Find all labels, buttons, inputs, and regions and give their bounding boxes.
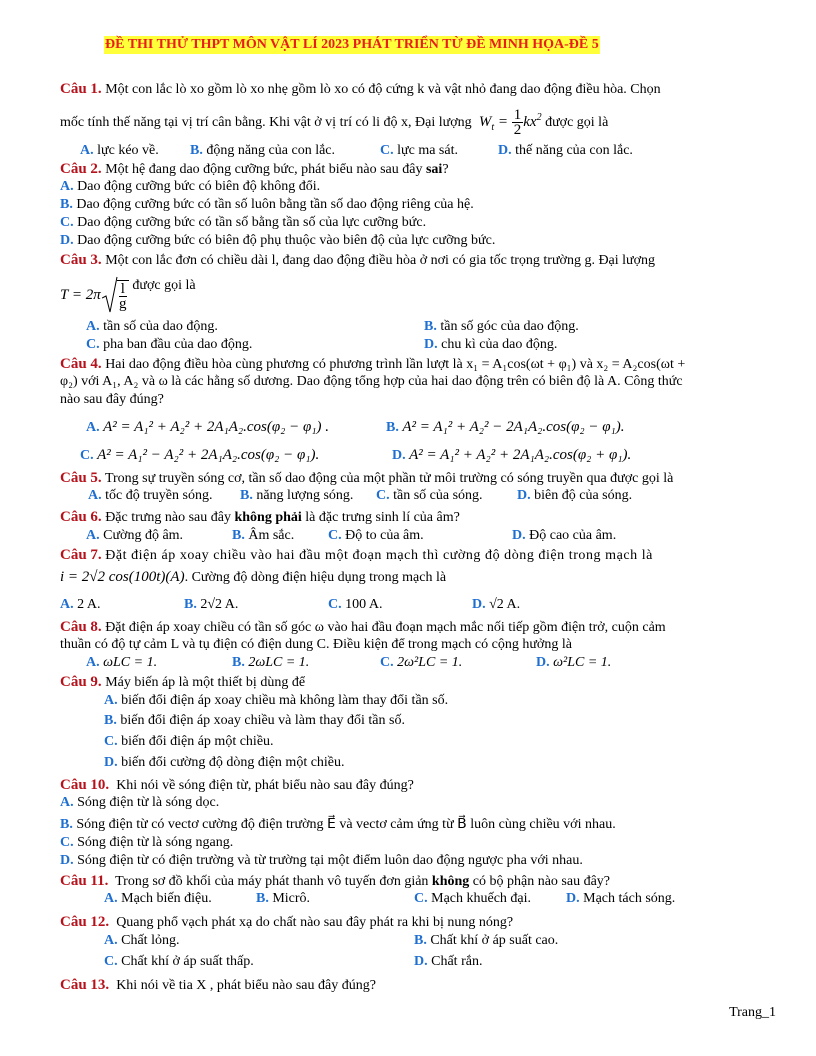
- question-8-stem-text: Đặt điện áp xoay chiều có tần số góc ω vào hai đầu đoạn mạch mắc nối tiếp gồm điện trở, cuộn cảm: [105, 620, 666, 635]
- option-text: 2ωLC = 1.: [248, 655, 310, 670]
- option-text: động năng của con lắc.: [206, 143, 336, 158]
- question-10-option-a[interactable]: [60, 794, 219, 812]
- question-1-option-d[interactable]: [498, 142, 633, 160]
- option-letter: C.: [86, 337, 100, 352]
- option-text: tần số của dao động.: [103, 319, 218, 334]
- question-11-option-a[interactable]: [104, 890, 212, 908]
- question-8-stem-line2: thuần có độ tự cảm L và tụ điện có điện dung C. Điều kiện để trong mạch có cộng hưởng là: [60, 637, 572, 652]
- option-letter: B.: [232, 655, 245, 670]
- question-12-stem-text: Quang phổ vạch phát xạ do chất nào sau đây phát ra khi bị nung nóng?: [116, 915, 514, 930]
- question-9-stem: [60, 673, 305, 692]
- question-3-stem-text2: được gọi là: [132, 278, 196, 293]
- question-6-option-a[interactable]: [86, 527, 183, 545]
- option-text: biến đổi điện áp xoay chiều mà không làm thay đổi tần số.: [121, 693, 449, 708]
- option-letter: A.: [104, 891, 118, 906]
- question-8-option-b[interactable]: [232, 654, 309, 672]
- question-9-option-b[interactable]: [104, 712, 405, 730]
- question-12-option-d[interactable]: [414, 953, 482, 971]
- option-letter: B.: [60, 817, 73, 832]
- question-1-stem-line2: [60, 108, 608, 137]
- option-letter: A.: [88, 488, 102, 503]
- question-4-option-c[interactable]: [80, 446, 319, 465]
- question-10-option-c[interactable]: [60, 834, 233, 852]
- question-11-option-d[interactable]: [566, 890, 675, 908]
- question-5-option-c[interactable]: [376, 487, 483, 505]
- option-text: biên độ của sóng.: [534, 488, 633, 503]
- question-1-stem-text1: Một con lắc lò xo gồm lò xo nhẹ gồm lò xo có độ cứng k và vật nhỏ đang dao động điều hòa. Chọn: [105, 82, 661, 97]
- question-4-label: Câu 4.: [60, 356, 102, 372]
- option-letter: D.: [392, 448, 406, 463]
- option-text: tốc độ truyền sóng.: [105, 488, 213, 503]
- question-1-label: Câu 1.: [60, 81, 102, 97]
- question-6-option-d[interactable]: [512, 527, 616, 545]
- question-9-stem-text: Máy biến áp là một thiết bị dùng để: [105, 675, 306, 690]
- question-3-stem-line1: [60, 251, 655, 270]
- question-2-option-c[interactable]: [60, 214, 426, 232]
- question-5-stem: [60, 469, 673, 488]
- option-text: Âm sắc.: [248, 528, 295, 543]
- option-text: Sóng điện từ là sóng dọc.: [77, 795, 220, 810]
- option-letter: A.: [60, 597, 74, 612]
- question-6-stem-end: là đặc trưng sinh lí của âm?: [305, 510, 460, 525]
- question-7-stem-line2: [60, 568, 446, 587]
- question-13-stem: [60, 976, 376, 995]
- page-number: Trang_1: [729, 1005, 776, 1020]
- question-10-option-d[interactable]: [60, 852, 583, 870]
- question-12-stem: [60, 913, 513, 932]
- question-12-option-a[interactable]: [104, 932, 179, 950]
- option-letter: D.: [472, 597, 486, 612]
- question-9-option-d[interactable]: [104, 754, 345, 772]
- option-letter: D.: [536, 655, 550, 670]
- option-text: Micrô.: [272, 891, 311, 906]
- question-7-option-b[interactable]: [184, 596, 238, 614]
- question-1-formula: $W_t$ = $\frac{1}{2}$ $kx^2$: [475, 107, 542, 138]
- option-letter: B.: [60, 197, 73, 212]
- question-6-option-c[interactable]: [328, 527, 424, 545]
- option-letter: D.: [517, 488, 531, 503]
- question-5-option-d[interactable]: [517, 487, 632, 505]
- option-letter: D.: [512, 528, 526, 543]
- option-letter: A.: [80, 143, 94, 158]
- option-letter: D.: [566, 891, 580, 906]
- question-3-label: Câu 3.: [60, 252, 102, 268]
- question-4-option-d[interactable]: [392, 446, 631, 465]
- option-text: Dao động cưỡng bức có biên độ phụ thuộc vào biên độ của lực cưỡng bức.: [77, 233, 496, 248]
- option-text: lực ma sát.: [397, 143, 458, 158]
- question-10-stem: [60, 776, 414, 795]
- option-text: √2 A.: [489, 597, 521, 612]
- question-11-stem-bold: không: [431, 874, 470, 889]
- option-text: Chất lỏng.: [121, 933, 180, 948]
- question-7-option-d[interactable]: [472, 596, 520, 614]
- option-letter: D.: [60, 853, 74, 868]
- question-5-option-a[interactable]: [88, 487, 212, 505]
- option-letter: D.: [60, 233, 74, 248]
- question-8-option-a[interactable]: [86, 654, 157, 672]
- option-text: tần số của sóng.: [393, 488, 483, 503]
- option-text: Mạch biến điệu.: [121, 891, 212, 906]
- option-text: 2 A.: [77, 597, 101, 612]
- option-letter: B.: [104, 713, 117, 728]
- option-text: Dao động cưỡng bức có tần số bằng tần số của lực cưỡng bức.: [77, 215, 427, 230]
- option-text: năng lượng sóng.: [256, 488, 354, 503]
- option-text: Độ to của âm.: [345, 528, 424, 543]
- option-letter: A.: [104, 933, 118, 948]
- question-10-label: Câu 10.: [60, 777, 110, 793]
- option-text: Cường độ âm.: [103, 528, 184, 543]
- option-text: lực kéo về.: [97, 143, 159, 158]
- question-8-stem-line1: [60, 618, 666, 637]
- question-3-stem-text: Một con lắc đơn có chiều dài l, đang dao động điều hòa ở nơi có gia tốc trọng trường g. Đại lượng: [105, 253, 656, 268]
- option-text: 2√2 A.: [200, 597, 239, 612]
- question-4-option-b[interactable]: [386, 418, 624, 437]
- option-letter: C.: [328, 528, 342, 543]
- question-11-option-b[interactable]: [256, 890, 310, 908]
- option-text: tần số góc của dao động.: [440, 319, 579, 334]
- option-letter: C.: [380, 143, 394, 158]
- question-3-option-d[interactable]: [424, 336, 557, 354]
- question-10-stem-text: Khi nói về sóng điện từ, phát biểu nào sau đây đúng?: [116, 778, 414, 793]
- question-9-option-a[interactable]: [104, 692, 448, 710]
- option-letter: B.: [232, 528, 245, 543]
- question-8-option-d[interactable]: [536, 654, 611, 672]
- question-9-label: Câu 9.: [60, 674, 102, 690]
- question-2-option-a[interactable]: [60, 178, 320, 196]
- option-text: Chất rắn.: [431, 954, 483, 969]
- option-letter: B.: [256, 891, 269, 906]
- option-text: ωLC = 1.: [103, 655, 158, 670]
- question-5-option-b[interactable]: [240, 487, 353, 505]
- option-text: biến đổi điện áp xoay chiều và làm thay đổi tần số.: [120, 713, 405, 728]
- option-letter: C.: [104, 734, 118, 749]
- option-letter: C.: [414, 891, 428, 906]
- question-2-label: Câu 2.: [60, 161, 102, 177]
- question-3-option-a[interactable]: [86, 318, 218, 336]
- question-6-stem-text: Đặc trưng nào sau đây: [105, 510, 231, 525]
- option-text: 2ω²LC = 1.: [397, 655, 463, 670]
- option-text: A² = A₁² + A₂² − 2A₁A₂.cos(φ₂ − φ₁).: [402, 419, 625, 435]
- option-text: Độ cao của âm.: [529, 528, 617, 543]
- option-text: Mạch khuếch đại.: [431, 891, 532, 906]
- question-1-option-b[interactable]: [190, 142, 335, 160]
- question-11-option-c[interactable]: [414, 890, 531, 908]
- question-1-stem-line1: [60, 80, 780, 99]
- question-1-stem-text2: mốc tính thế năng tại vị trí cân bằng. Khi vật ở vị trí có li độ x, Đại lượng: [60, 114, 472, 130]
- question-7-stem-line1: [60, 546, 653, 565]
- question-2-stem-text: Một hệ đang dao động cưỡng bức, phát biểu nào sau đây: [105, 162, 423, 177]
- question-11-stem: [60, 872, 610, 891]
- question-6-label: Câu 6.: [60, 509, 102, 525]
- sqrt-icon: [102, 276, 118, 314]
- question-1-option-c[interactable]: [380, 142, 458, 160]
- question-4-stem-line1: [60, 355, 685, 374]
- option-letter: B.: [190, 143, 203, 158]
- option-letter: A.: [86, 319, 100, 334]
- option-letter: C.: [80, 448, 94, 463]
- question-11-stem-text: Trong sơ đồ khối của máy phát thanh vô tuyến đơn giản: [115, 874, 429, 889]
- option-text: A² = A₁² + A₂² + 2A₁A₂.cos(φ₂ − φ₁) .: [103, 419, 329, 435]
- option-text: A² = A₁² − A₂² + 2A₁A₂.cos(φ₂ − φ₁).: [97, 447, 320, 463]
- option-letter: B.: [386, 420, 399, 435]
- question-4-stem-line2: φ₂) với A₁, A₂ và ω là các hằng số dương. Dao động tổng hợp của hai dao động trên có biên độ là A. Công thức: [60, 374, 683, 389]
- question-6-stem: [60, 508, 460, 527]
- option-text: biến đổi điện áp một chiều.: [121, 734, 274, 749]
- question-7-label: Câu 7.: [60, 547, 102, 563]
- option-text: thế năng của con lắc.: [515, 143, 633, 158]
- option-text: Chất khí ở áp suất thấp.: [121, 954, 254, 969]
- option-text: A² = A₁² + A₂² + 2A₁A₂.cos(φ₂ + φ₁).: [409, 447, 632, 463]
- question-7-stem-text2: . Cường độ dòng điện hiệu dụng trong mạch là: [184, 570, 447, 585]
- option-text: Chất khí ở áp suất cao.: [430, 933, 559, 948]
- option-letter: C.: [60, 215, 74, 230]
- question-1-option-a[interactable]: [80, 142, 159, 160]
- question-2-stem: [60, 160, 449, 179]
- option-text: Sóng điện từ có vectơ cường độ điện trường E⃗ và vectơ cảm ứng từ B⃗ luôn cùng chiều với nhau.: [76, 817, 616, 832]
- option-letter: B.: [240, 488, 253, 503]
- question-11-stem-end: có bộ phận nào sau đây?: [472, 874, 611, 889]
- option-letter: B.: [424, 319, 437, 334]
- question-12-label: Câu 12.: [60, 914, 110, 930]
- option-text: ω²LC = 1.: [553, 655, 612, 670]
- question-8-label: Câu 8.: [60, 619, 102, 635]
- option-text: biến đổi cường độ dòng điện một chiều.: [121, 755, 345, 770]
- option-letter: D.: [424, 337, 438, 352]
- option-letter: C.: [328, 597, 342, 612]
- option-letter: C.: [60, 835, 74, 850]
- option-text: Sóng điện từ là sóng ngang.: [77, 835, 234, 850]
- question-10-option-b[interactable]: [60, 816, 616, 834]
- question-3-formula: T = 2π $\frac{l}{g}$: [60, 276, 129, 314]
- option-text: Dao động cưỡng bức có tần số luôn bằng tần số dao động riêng của hệ.: [76, 197, 474, 212]
- question-12-option-c[interactable]: [104, 953, 254, 971]
- question-7-formula: i = 2√2 cos(100t)(A): [60, 569, 185, 585]
- option-text: pha ban đầu của dao động.: [103, 337, 253, 352]
- option-letter: D.: [104, 755, 118, 770]
- page-title: ĐỀ THI THỬ THPT MÔN VẬT LÍ 2023 PHÁT TRIỂN TỪ ĐỀ MINH HỌA-ĐỀ 5: [105, 37, 599, 52]
- option-letter: B.: [414, 933, 427, 948]
- question-6-stem-bold: không phải: [234, 510, 302, 525]
- question-7-option-a[interactable]: [60, 596, 100, 614]
- option-letter: C.: [104, 954, 118, 969]
- question-13-stem-text: Khi nói về tia X , phát biểu nào sau đây đúng?: [116, 978, 376, 993]
- question-5-stem-text: Trong sự truyền sóng cơ, tần số dao động của một phần tử môi trường có sóng truyền qua được gọi là: [104, 471, 674, 486]
- question-12-option-b[interactable]: [414, 932, 558, 950]
- question-3-option-c[interactable]: [86, 336, 252, 354]
- option-letter: A.: [104, 693, 118, 708]
- option-letter: D.: [498, 143, 512, 158]
- option-text: chu kì của dao động.: [441, 337, 558, 352]
- option-letter: B.: [184, 597, 197, 612]
- option-text: Mạch tách sóng.: [583, 891, 676, 906]
- question-2-option-d[interactable]: [60, 232, 495, 250]
- option-letter: A.: [86, 420, 100, 435]
- option-letter: C.: [380, 655, 394, 670]
- question-2-option-b[interactable]: [60, 196, 474, 214]
- question-13-label: Câu 13.: [60, 977, 110, 993]
- question-5-label: Câu 5.: [60, 470, 102, 486]
- question-1-stem-text3: được gọi là: [545, 114, 609, 130]
- question-7-option-c[interactable]: [328, 596, 382, 614]
- option-text: Dao động cưỡng bức có biên độ không đổi.: [77, 179, 321, 194]
- question-4-option-a[interactable]: [86, 418, 329, 437]
- question-3-stem-line2: [60, 276, 196, 312]
- option-letter: A.: [86, 528, 100, 543]
- question-11-label: Câu 11.: [60, 873, 109, 889]
- option-text: Sóng điện từ có điện trường và từ trường tại một điểm luôn dao động ngược pha với nhau.: [77, 853, 583, 868]
- option-text: 100 A.: [345, 597, 383, 612]
- question-2-stem-end: ?: [442, 162, 449, 177]
- question-9-option-c[interactable]: [104, 733, 274, 751]
- option-letter: A.: [86, 655, 100, 670]
- question-2-stem-bold: sai: [425, 162, 443, 177]
- option-letter: A.: [60, 795, 74, 810]
- option-letter: A.: [60, 179, 74, 194]
- question-7-stem-text: Đặt điện áp xoay chiều vào hai đầu một đoạn mạch thì cường độ dòng điện trong mạch là: [105, 548, 653, 563]
- question-6-option-b[interactable]: [232, 527, 294, 545]
- question-4-stem-text1: Hai dao động điều hòa cùng phương có phương trình lần lượt là x₁ = A₁cos(ωt + φ₁) và x₂ = A₂cos(ωt +: [105, 357, 686, 372]
- question-8-option-c[interactable]: [380, 654, 462, 672]
- question-3-option-b[interactable]: [424, 318, 579, 336]
- option-letter: C.: [376, 488, 390, 503]
- option-letter: D.: [414, 954, 428, 969]
- question-4-stem-line3: nào sau đây đúng?: [60, 392, 164, 407]
